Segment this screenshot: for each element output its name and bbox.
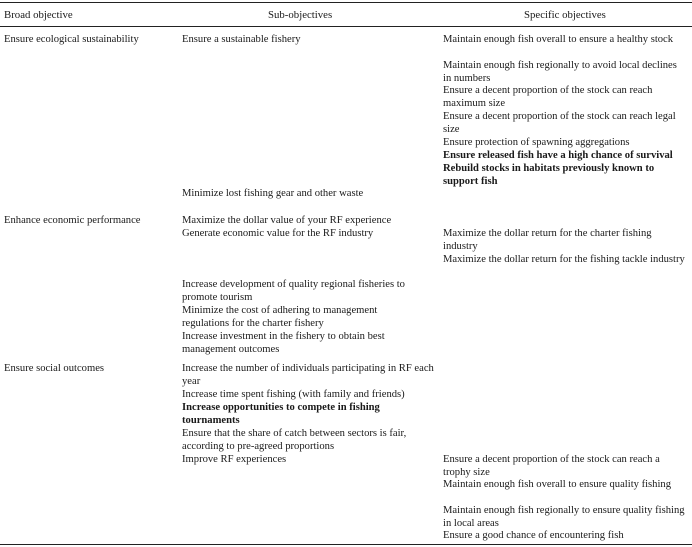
specific-objective: Maximize the dollar return for the charter fishing industry: [443, 228, 652, 252]
header-specific-objectives: Specific objectives: [524, 9, 606, 21]
sub-objective: Increase the number of individuals participating in RF each year: [182, 363, 434, 387]
top-rule: [0, 2, 692, 3]
sub-objective: Minimize the cost of adhering to management regulations for the charter fishery: [182, 305, 378, 329]
sub-objective: Generate economic value for the RF industry: [182, 228, 374, 239]
specific-objective: Rebuild stocks in habitats previously known to support fish: [443, 163, 655, 187]
broad-objective-ecological: Ensure ecological sustainability: [4, 34, 139, 45]
specific-objective: Maximize the dollar return for the fishing tackle industry: [443, 254, 685, 265]
specific-objective: Maintain enough fish regionally to ensure quality fishing in local areas: [443, 505, 685, 529]
specific-objective: Ensure released fish have a high chance of survival: [443, 150, 673, 161]
specific-objective: Maintain enough fish regionally to avoid local declines in numbers: [443, 60, 677, 84]
sub-objective: Improve RF experiences: [182, 454, 287, 465]
header-rule: [0, 26, 692, 27]
broad-objective-economic: Enhance economic performance: [4, 215, 141, 226]
specific-objective: Maintain enough fish overall to ensure quality fishing: [443, 479, 672, 490]
header-broad-objective: Broad objective: [4, 9, 73, 21]
specific-objective: Ensure protection of spawning aggregations: [443, 137, 630, 148]
bottom-rule: [0, 544, 692, 545]
specific-objective: Maintain enough fish overall to ensure a healthy stock: [443, 34, 674, 45]
sub-objective: Increase time spent fishing (with family and friends): [182, 389, 405, 400]
broad-objective-social: Ensure social outcomes: [4, 363, 105, 374]
sub-objective: Increase investment in the fishery to obtain best management outcomes: [182, 331, 385, 355]
sub-objective: Increase development of quality regional fisheries to promote tourism: [182, 279, 405, 303]
specific-objective: Ensure a good chance of encountering fish: [443, 530, 624, 541]
specific-objective: Ensure a decent proportion of the stock can reach legal size: [443, 111, 676, 135]
specific-objective: Ensure a decent proportion of the stock can reach a trophy size: [443, 454, 660, 478]
specific-objective: Ensure a decent proportion of the stock can reach maximum size: [443, 85, 653, 109]
sub-objective: Maximize the dollar value of your RF experience: [182, 215, 392, 226]
sub-objective: Ensure a sustainable fishery: [182, 34, 301, 45]
sub-objective: Minimize lost fishing gear and other waste: [182, 188, 364, 199]
sub-objective: Increase opportunities to compete in fishing tournaments: [182, 402, 380, 426]
header-sub-objectives: Sub-objectives: [268, 9, 333, 21]
sub-objective: Ensure that the share of catch between sectors is fair, according to pre-agreed proportions: [182, 428, 407, 452]
